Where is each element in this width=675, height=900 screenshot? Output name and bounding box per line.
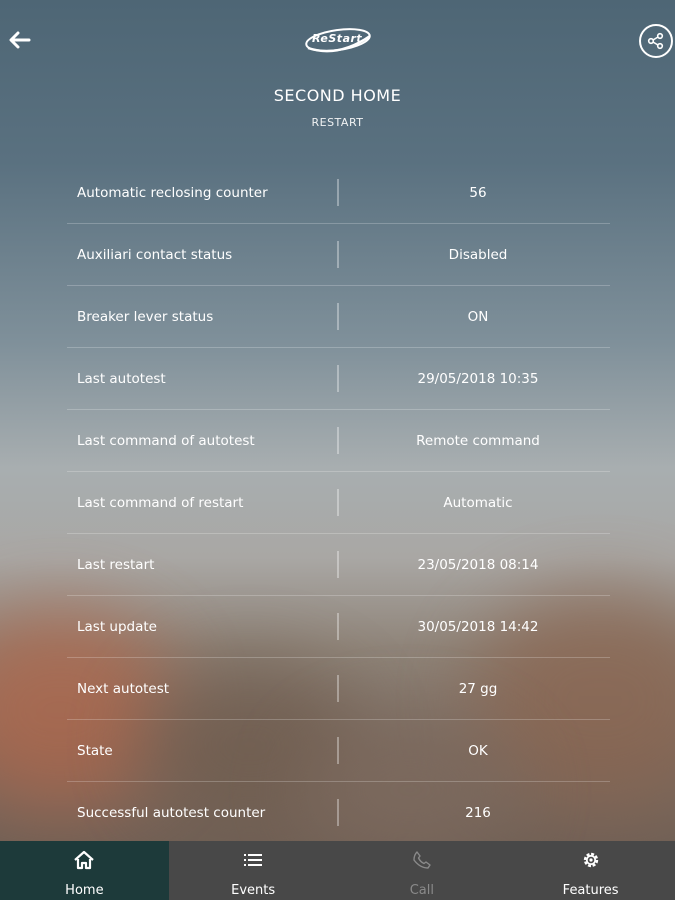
row-value: 56 (469, 184, 487, 201)
tab-events[interactable] (169, 841, 338, 900)
top-bar (0, 0, 675, 80)
table-row (67, 782, 610, 844)
list-icon (242, 849, 264, 871)
row-value: ON (467, 308, 489, 325)
tab-label: Call (409, 883, 435, 898)
table-row (67, 596, 610, 658)
restart-logo (300, 22, 376, 58)
row-label: State (77, 742, 113, 759)
row-label: Last update (77, 618, 157, 635)
row-label: Breaker lever status (77, 308, 214, 325)
row-value: 29/05/2018 10:35 (417, 370, 539, 387)
row-value: 216 (465, 804, 491, 821)
back-button[interactable] (6, 26, 34, 54)
status-table (67, 162, 610, 844)
table-row (67, 286, 610, 348)
row-label: Automatic reclosing counter (77, 184, 268, 201)
table-row (67, 348, 610, 410)
tab-label: Events (231, 883, 276, 898)
row-value: 27 gg (458, 680, 498, 697)
tab-home[interactable] (0, 841, 169, 900)
row-value: 23/05/2018 08:14 (417, 556, 539, 573)
page-subtitle: RESTART (311, 116, 364, 129)
home-icon (73, 849, 95, 871)
row-value: Remote command (416, 432, 540, 449)
row-label: Next autotest (77, 680, 170, 697)
row-label: Auxiliari contact status (77, 246, 233, 263)
table-row (67, 720, 610, 782)
table-row (67, 534, 610, 596)
tab-label: Features (562, 883, 619, 898)
tab-label: Home (65, 883, 104, 898)
row-label: Successful autotest counter (77, 804, 266, 821)
share-button[interactable] (639, 24, 673, 58)
row-value: Disabled (448, 246, 508, 263)
arrow-left-icon (9, 31, 31, 49)
tab-call[interactable] (338, 841, 507, 900)
row-label: Last restart (77, 556, 155, 573)
row-label: Last command of autotest (77, 432, 255, 449)
table-row (67, 162, 610, 224)
row-label: Last autotest (77, 370, 166, 387)
row-label: Last command of restart (77, 494, 244, 511)
table-row (67, 472, 610, 534)
gear-icon (580, 849, 602, 871)
row-value: OK (468, 742, 488, 759)
phone-icon (411, 849, 433, 871)
table-row (67, 224, 610, 286)
tab-features[interactable] (506, 841, 675, 900)
page-title: SECOND HOME (273, 86, 402, 105)
share-icon (647, 32, 665, 50)
row-value: 30/05/2018 14:42 (417, 618, 539, 635)
table-row (67, 658, 610, 720)
bottom-tab-bar (0, 841, 675, 900)
logo-text: ReStart (312, 32, 363, 45)
table-row (67, 410, 610, 472)
row-value: Automatic (443, 494, 513, 511)
